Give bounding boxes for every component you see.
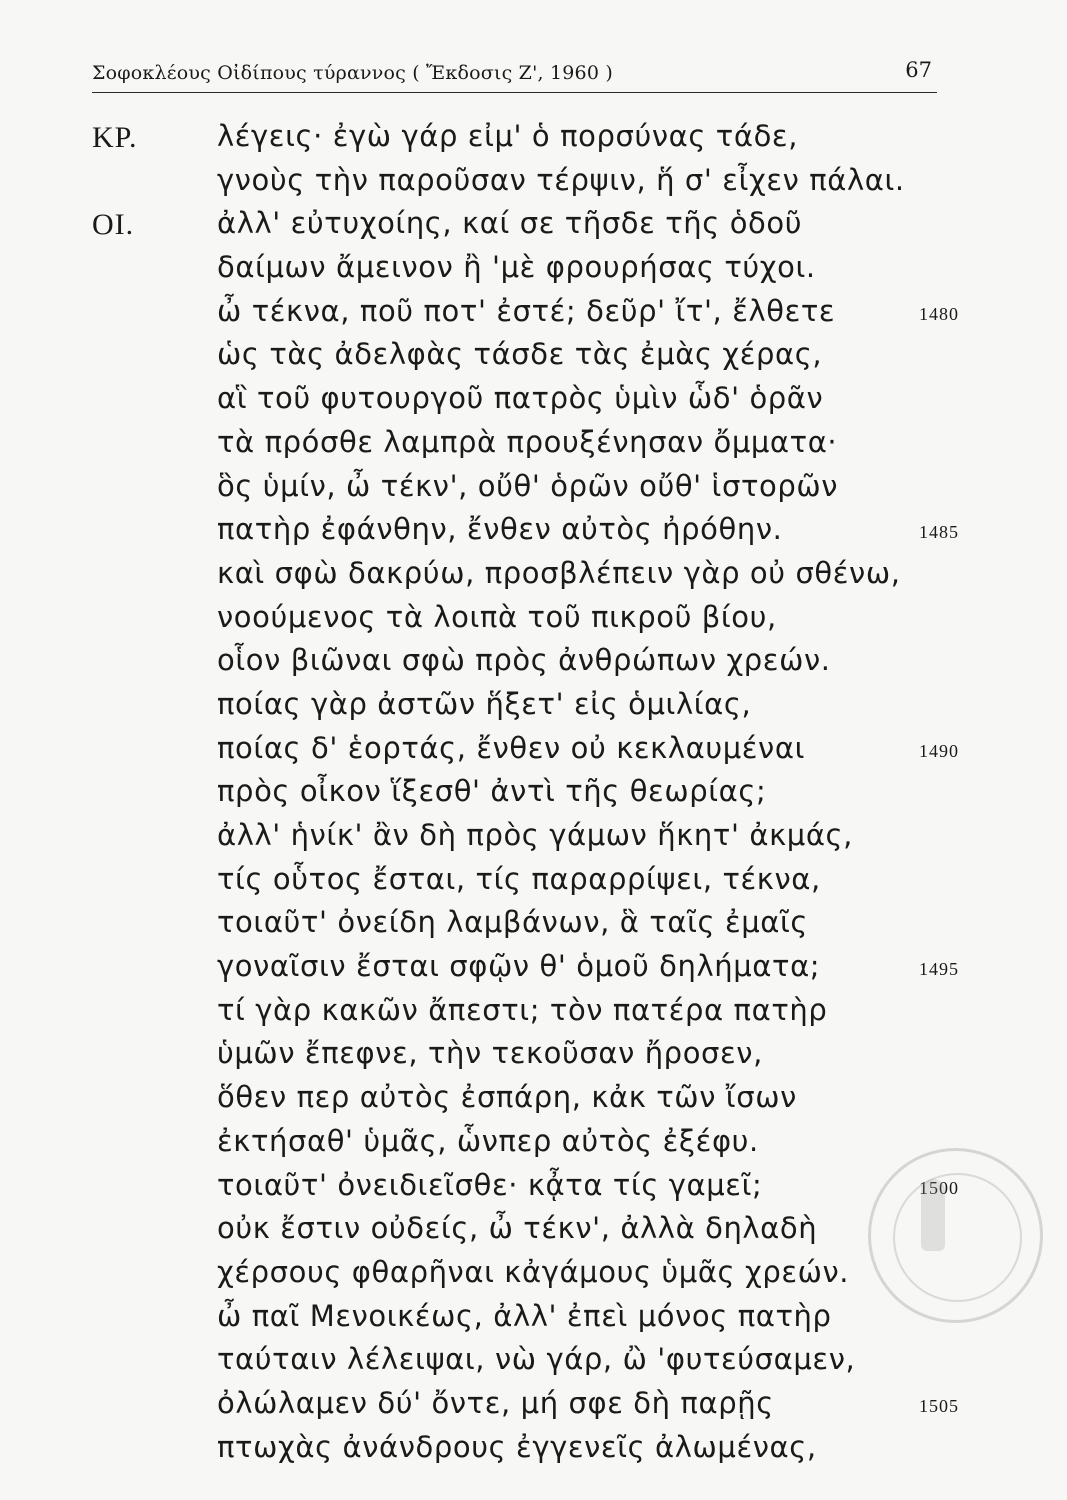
verse-line	[0, 637, 1067, 681]
verse-line	[0, 1424, 1067, 1468]
verse-line	[0, 725, 1067, 769]
line-number: 1480	[919, 303, 959, 324]
verse-line	[0, 1074, 1067, 1118]
verse-text: γνοὺς τὴν παροῦσαν τέρψιν, ἥ σ' εἶχεν πάλαι.	[217, 162, 905, 197]
verse-line	[0, 375, 1067, 419]
verse-line	[0, 200, 1067, 244]
verse-text: ἀλλ' εὐτυχοίης, καί σε τῆσδε τῆς ὁδοῦ	[217, 206, 803, 241]
verse-line	[0, 463, 1067, 507]
library-stamp	[868, 1148, 1043, 1323]
verse-line	[0, 856, 1067, 900]
verse-line	[0, 899, 1067, 943]
line-number: 1495	[919, 959, 959, 980]
verse-line	[0, 1030, 1067, 1074]
running-header	[92, 58, 932, 92]
verse-text: χέρσους φθαρῆναι κἀγάμους ὑμᾶς χρεών.	[217, 1254, 850, 1289]
verse-text: οὐκ ἔστιν οὐδείς, ὦ τέκν', ἀλλὰ δηλαδὴ	[217, 1211, 818, 1246]
verse-text: αἳ τοῦ φυτουργοῦ πατρὸς ὑμὶν ὧδ' ὁρᾶν	[217, 381, 824, 416]
verse-line	[0, 943, 1067, 987]
verse-text: νοούμενος τὰ λοιπὰ τοῦ πικροῦ βίου,	[217, 599, 777, 634]
verse-line	[0, 812, 1067, 856]
verse-line	[0, 1380, 1067, 1424]
verse-line	[0, 1118, 1067, 1162]
verse-text: ποίας γὰρ ἀστῶν ἥξετ' εἰς ὁμιλίας,	[217, 686, 752, 721]
verse-text: τοιαῦτ' ὀνειδιεῖσθε· κᾆτα τίς γαμεῖ;	[217, 1167, 763, 1202]
verse-text: καὶ σφὼ δακρύω, προσβλέπειν γὰρ οὐ σθένω,	[217, 555, 901, 590]
stamp-figure	[921, 1179, 945, 1251]
verse-text: ποίας δ' ἑορτάς, ἔνθεν οὐ κεκλαυμέναι	[217, 730, 805, 765]
verse-line	[0, 244, 1067, 288]
verse-text: ταύταιν λέλειψαι, νὼ γάρ, ὢ 'φυτεύσαμεν,	[217, 1342, 856, 1377]
line-number: 1490	[919, 740, 959, 761]
verse-line	[0, 506, 1067, 550]
verse-text: πατὴρ ἐφάνθην, ἔνθεν αὐτὸς ἠρόθην.	[217, 512, 783, 547]
verse-text: ἐκτήσαθ' ὑμᾶς, ὧνπερ αὐτὸς ἐξέφυ.	[217, 1123, 759, 1158]
line-number: 1485	[919, 522, 959, 543]
verse-line	[0, 419, 1067, 463]
verse-line	[0, 331, 1067, 375]
verse-text: ὅθεν περ αὐτὸς ἐσπάρη, κἀκ τῶν ἴσων	[217, 1080, 797, 1115]
verse-text: τοιαῦτ' ὀνείδη λαμβάνων, ἃ ταῖς ἐμαῖς	[217, 905, 809, 940]
verse-text: πτωχὰς ἀνάνδρους ἐγγενεῖς ἀλωμένας,	[217, 1429, 817, 1464]
verse-text: ὀλώλαμεν δύ' ὄντε, μή σφε δὴ παρῇς	[217, 1385, 774, 1420]
verse-line	[0, 681, 1067, 725]
verse-text: τὰ πρόσθε λαμπρὰ προυξένησαν ὄμματα·	[217, 424, 838, 459]
verse-text: γοναῖσιν ἔσται σφῷν θ' ὁμοῦ δηλήματα;	[217, 949, 821, 984]
speaker-label: ΚΡ.	[92, 121, 138, 154]
verse-line	[0, 113, 1067, 157]
verse-line	[0, 157, 1067, 201]
verse-text: ἀλλ' ἡνίκ' ἂν δὴ πρὸς γάμων ἥκητ' ἀκμάς,	[217, 818, 853, 852]
verse-text: δαίμων ἄμεινον ἢ 'μὲ φρουρήσας τύχοι.	[217, 250, 816, 285]
verse-line	[0, 288, 1067, 332]
header-rule	[92, 92, 937, 93]
verse-line	[0, 550, 1067, 594]
verse-text: πρὸς οἶκον ἵξεσθ' ἀντὶ τῆς θεωρίας;	[217, 774, 767, 809]
verse-text: τίς οὗτος ἔσται, τίς παραρρίψει, τέκνα,	[217, 861, 821, 896]
verse-line	[0, 594, 1067, 638]
verse-text: ὡς τὰς ἀδελφὰς τάσδε τὰς ἐμὰς χέρας,	[217, 337, 823, 372]
stamp-inner-ring	[893, 1173, 1022, 1302]
verse-line	[0, 1336, 1067, 1380]
verse-line	[0, 768, 1067, 812]
verse-text: οἷον βιῶναι σφὼ πρὸς ἀνθρώπων χρεών.	[217, 643, 831, 678]
verse-text: ὃς ὑμίν, ὦ τέκν', οὔθ' ὁρῶν οὔθ' ἱστορῶν	[217, 468, 839, 503]
speaker-label: ΟΙ.	[92, 208, 135, 242]
page-number: 67	[905, 58, 932, 82]
verse-text: ὑμῶν ἔπεφνε, τὴν τεκοῦσαν ἤροσεν,	[217, 1036, 763, 1071]
verse-text: ὦ παῖ Μενοικέως, ἀλλ' ἐπεὶ μόνος πατὴρ	[217, 1298, 832, 1333]
verse-text: λέγεις· ἐγὼ γάρ εἰμ' ὁ πορσύνας τάδε,	[217, 119, 799, 153]
line-number: 1505	[919, 1395, 959, 1416]
running-title: Σοφοκλέους Οἰδίπους τύραννος ( Ἔκδοσις Ζ', 1960 )	[92, 62, 613, 84]
verse-line	[0, 987, 1067, 1031]
line-number: 1500	[919, 1177, 959, 1198]
verse-text: ὦ τέκνα, ποῦ ποτ' ἐστέ; δεῦρ' ἴτ', ἔλθετε	[217, 293, 836, 328]
verse-text: τί γὰρ κακῶν ἄπεστι; τὸν πατέρα πατὴρ	[217, 992, 828, 1027]
